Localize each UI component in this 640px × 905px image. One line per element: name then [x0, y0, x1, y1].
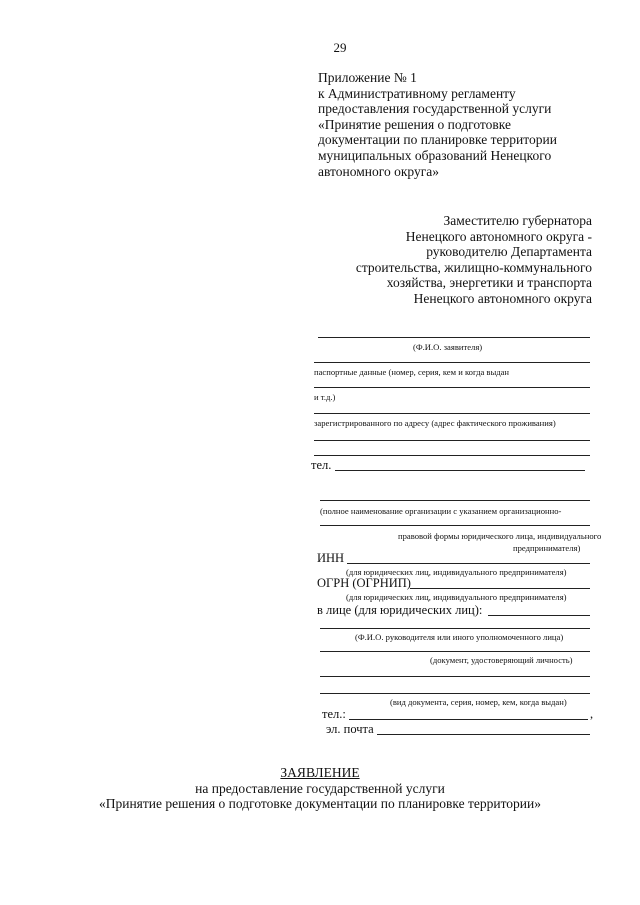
passport-caption: паспортные данные (номер, серия, кем и когда выдан: [314, 367, 510, 377]
passport-line-2[interactable]: [314, 387, 590, 388]
passport-line[interactable]: [314, 362, 590, 363]
fio-line[interactable]: [318, 337, 590, 338]
passport-caption-cont: и т.д.): [314, 392, 336, 402]
represented-field[interactable]: [488, 615, 590, 616]
org-caption-2: правовой формы юридического лица, индивидуального: [398, 531, 602, 541]
statement-heading: [0, 765, 640, 812]
addressee-line: Ненецкого автономного округа: [413, 290, 592, 306]
statement-line-2: «Принятие решения о подготовке документации по планировке территории»: [98, 796, 542, 811]
address-line-3[interactable]: [314, 455, 590, 456]
tel-label: тел.: [311, 458, 332, 472]
appendix-line: муниципальных образований Ненецкого: [318, 147, 552, 163]
org-name-line-2[interactable]: [320, 525, 590, 526]
ogrn-field[interactable]: [410, 588, 590, 589]
org-caption-1: (полное наименование организации с указанием организационно-: [320, 506, 562, 516]
ogrn-label: ОГРН (ОГРНИП): [317, 576, 411, 590]
address-line-2[interactable]: [314, 440, 590, 441]
addressee-block: [300, 213, 592, 307]
head-caption: (Ф.И.О. руководителя или иного уполномоченного лица): [355, 632, 564, 642]
ogrn-caption: (для юридических лиц, индивидуального предпринимателя): [346, 592, 567, 602]
registered-caption: зарегистрированного по адресу (адрес фактического проживания): [314, 418, 556, 428]
appendix-line: Приложение № 1: [318, 70, 417, 85]
statement-title: ЗАЯВЛЕНИЕ: [280, 765, 360, 780]
doc-details-line[interactable]: [320, 676, 590, 677]
org-name-line[interactable]: [320, 500, 590, 501]
tel-field[interactable]: [335, 470, 585, 471]
addressee-line: руководителю Департамента: [426, 244, 592, 260]
appendix-header: [318, 70, 618, 179]
email-field[interactable]: [377, 734, 590, 735]
email-label: эл. почта: [326, 722, 374, 736]
addressee-line: строительства, жилищно-коммунального: [355, 259, 592, 275]
appendix-line: «Принятие решения о подготовке: [318, 116, 511, 132]
appendix-line: документации по планировке территории: [318, 132, 557, 148]
id-doc-caption: (документ, удостоверяющий личность): [430, 655, 573, 665]
statement-line-1: на предоставление государственной услуги: [195, 780, 445, 796]
tel2-label: тел.:: [322, 707, 346, 721]
page-number: 29: [333, 40, 347, 55]
tel2-field[interactable]: [349, 719, 588, 720]
tel2-comma: ,: [590, 707, 594, 721]
doc-details-line-2[interactable]: [320, 693, 590, 694]
inn-label: ИНН: [317, 551, 345, 565]
appendix-line: к Административному регламенту: [318, 85, 516, 101]
addressee-line: Заместителю губернатора: [443, 213, 592, 228]
addressee-line: хозяйства, энергетики и транспорта: [386, 275, 592, 291]
address-line[interactable]: [314, 413, 590, 414]
appendix-line: предоставления государственной услуги: [318, 101, 552, 117]
org-caption-3: предпринимателя): [513, 543, 581, 553]
appendix-line: автономного округа»: [318, 163, 439, 179]
inn-caption: (для юридических лиц, индивидуального предпринимателя): [346, 567, 567, 577]
id-doc-line[interactable]: [320, 651, 590, 652]
addressee-line: Ненецкого автономного округа -: [405, 228, 592, 244]
represented-label: в лице (для юридических лиц):: [317, 603, 483, 617]
head-name-line[interactable]: [320, 628, 590, 629]
fio-caption: (Ф.И.О. заявителя): [413, 342, 483, 352]
inn-field[interactable]: [347, 563, 590, 564]
doc-details-caption: (вид документа, серия, номер, кем, когда выдан): [390, 697, 567, 707]
